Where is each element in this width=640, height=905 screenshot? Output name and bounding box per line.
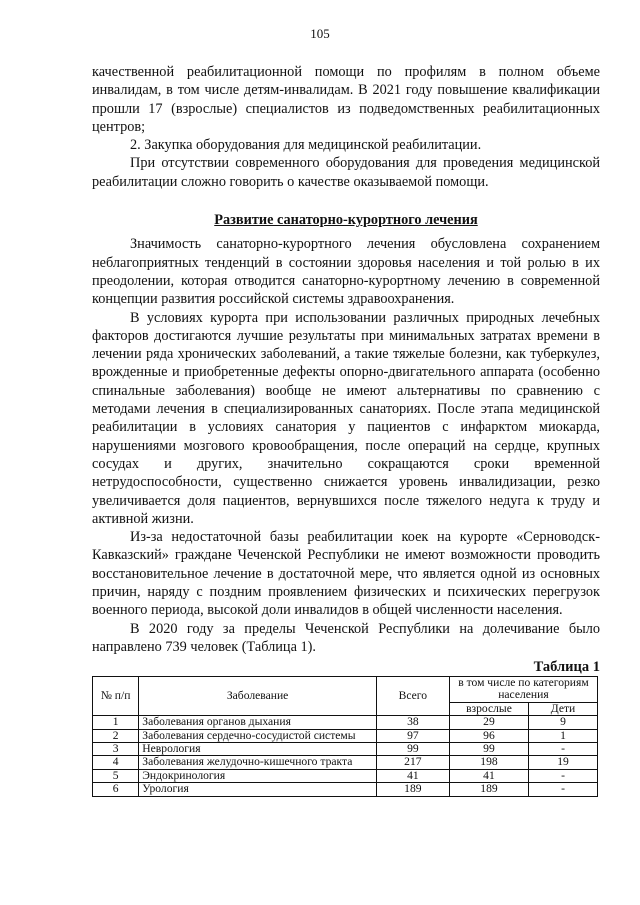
table-row [93,716,598,729]
cell-adults: 29 [449,716,528,729]
cell-children: - [529,769,598,782]
table-row [93,769,598,782]
cell-total: 38 [376,716,449,729]
cell-adults: 198 [449,756,528,769]
table-row [93,783,598,796]
cell-disease: Заболевания органов дыхания [139,716,377,729]
cell-adults: 99 [449,743,528,756]
paragraph: качественной реабилитационной помощи по профилям в полном объеме инвалидам, в том числе детям-инвалидам. В 2021 году повышение квалификации прошли 17 (взрослые) специалистов из подведомственных реабилитационных центров; [92,64,600,135]
cell-disease: Неврология [139,743,377,756]
header-disease: Заболевание [139,677,377,716]
page-number: 105 [310,26,330,41]
cell-adults: 41 [449,769,528,782]
section-heading: Развитие санаторно-курортного лечения [214,212,478,229]
header-category-group: в том числе по категориям населения [449,677,597,703]
data-table [92,676,598,797]
table-row [93,743,598,756]
cell-number: 6 [93,783,139,796]
header-number: № п/п [93,677,139,716]
cell-children: 19 [529,756,598,769]
paragraph: 2. Закупка оборудования для медицинской реабилитации. [130,137,482,154]
cell-total: 97 [376,729,449,742]
header-adults: взрослые [449,702,528,715]
table-row [93,756,598,769]
cell-number: 2 [93,729,139,742]
cell-total: 217 [376,756,449,769]
paragraph: Из-за недостаточной базы реабилитации коек на курорте «Серноводск-Кавказский» граждане Чеченской Республики не имеют возможности проводить восстановительное лечение в достаточной мере, что является одной из основных причин, наряду с поздним проявлением физических и психических перегрузок военного периода, высокой доли инвалидов в общей численности населения. [92,529,600,619]
cell-total: 41 [376,769,449,782]
cell-children: - [529,783,598,796]
table-header-row [93,677,598,703]
cell-total: 189 [376,783,449,796]
cell-disease: Эндокринология [139,769,377,782]
paragraph: При отсутствии современного оборудования для проведения медицинской реабилитации сложно говорить о качестве оказываемой помощи. [92,155,600,190]
paragraph: Значимость санаторно-курортного лечения обусловлена сохранением неблагоприятных тенденций в состоянии здоровья населения и той ролью в их преодолении, которая отводится санаторно-курортному лечению в современной концепции развития российской системы здравоохранения. [92,236,600,308]
document-body [92,63,600,656]
cell-adults: 96 [449,729,528,742]
paragraph: В условиях курорта при использовании различных природных лечебных факторов достигаются лучшие результаты при минимальных затратах времени в лечении ряда хронических заболеваний, а такие тяжелые болезни, как туберкулез, врожденные и приобретенные дефекты опорно-двигательного аппарата (особенно спинальные заболевания) вообще не имеют альтернативы по сравнению с методами лечения в специализированных санаториях. После этапа медицинской реабилитации в условиях санатория у пациентов с инфарктом миокарда, нарушениями мозгового кровообращения, после операций на сердце, крупных сосудах и других, значительно сокращаются сроки временной нетрудоспособности, существенно снижается уровень инвалидизации, резко увеличивается доля пациентов, вернувшихся после тяжелого недуга к труду и активной жизни. [92,309,600,527]
header-total: Всего [376,677,449,716]
cell-number: 1 [93,716,139,729]
cell-children: 9 [529,716,598,729]
cell-total: 99 [376,743,449,756]
table-row [93,729,598,742]
cell-number: 4 [93,756,139,769]
cell-disease: Урология [139,783,377,796]
cell-number: 3 [93,743,139,756]
cell-disease: Заболевания сердечно-сосудистой системы [139,729,377,742]
header-children: Дети [529,702,598,715]
cell-number: 5 [93,769,139,782]
table-body [93,716,598,796]
paragraph: В 2020 году за пределы Чеченской Республики на долечивание было направлено 739 человек (Таблица 1). [92,620,600,655]
cell-children: - [529,743,598,756]
cell-disease: Заболевания желудочно-кишечного тракта [139,756,377,769]
cell-adults: 189 [449,783,528,796]
table-caption: Таблица 1 [533,659,600,675]
cell-children: 1 [529,729,598,742]
